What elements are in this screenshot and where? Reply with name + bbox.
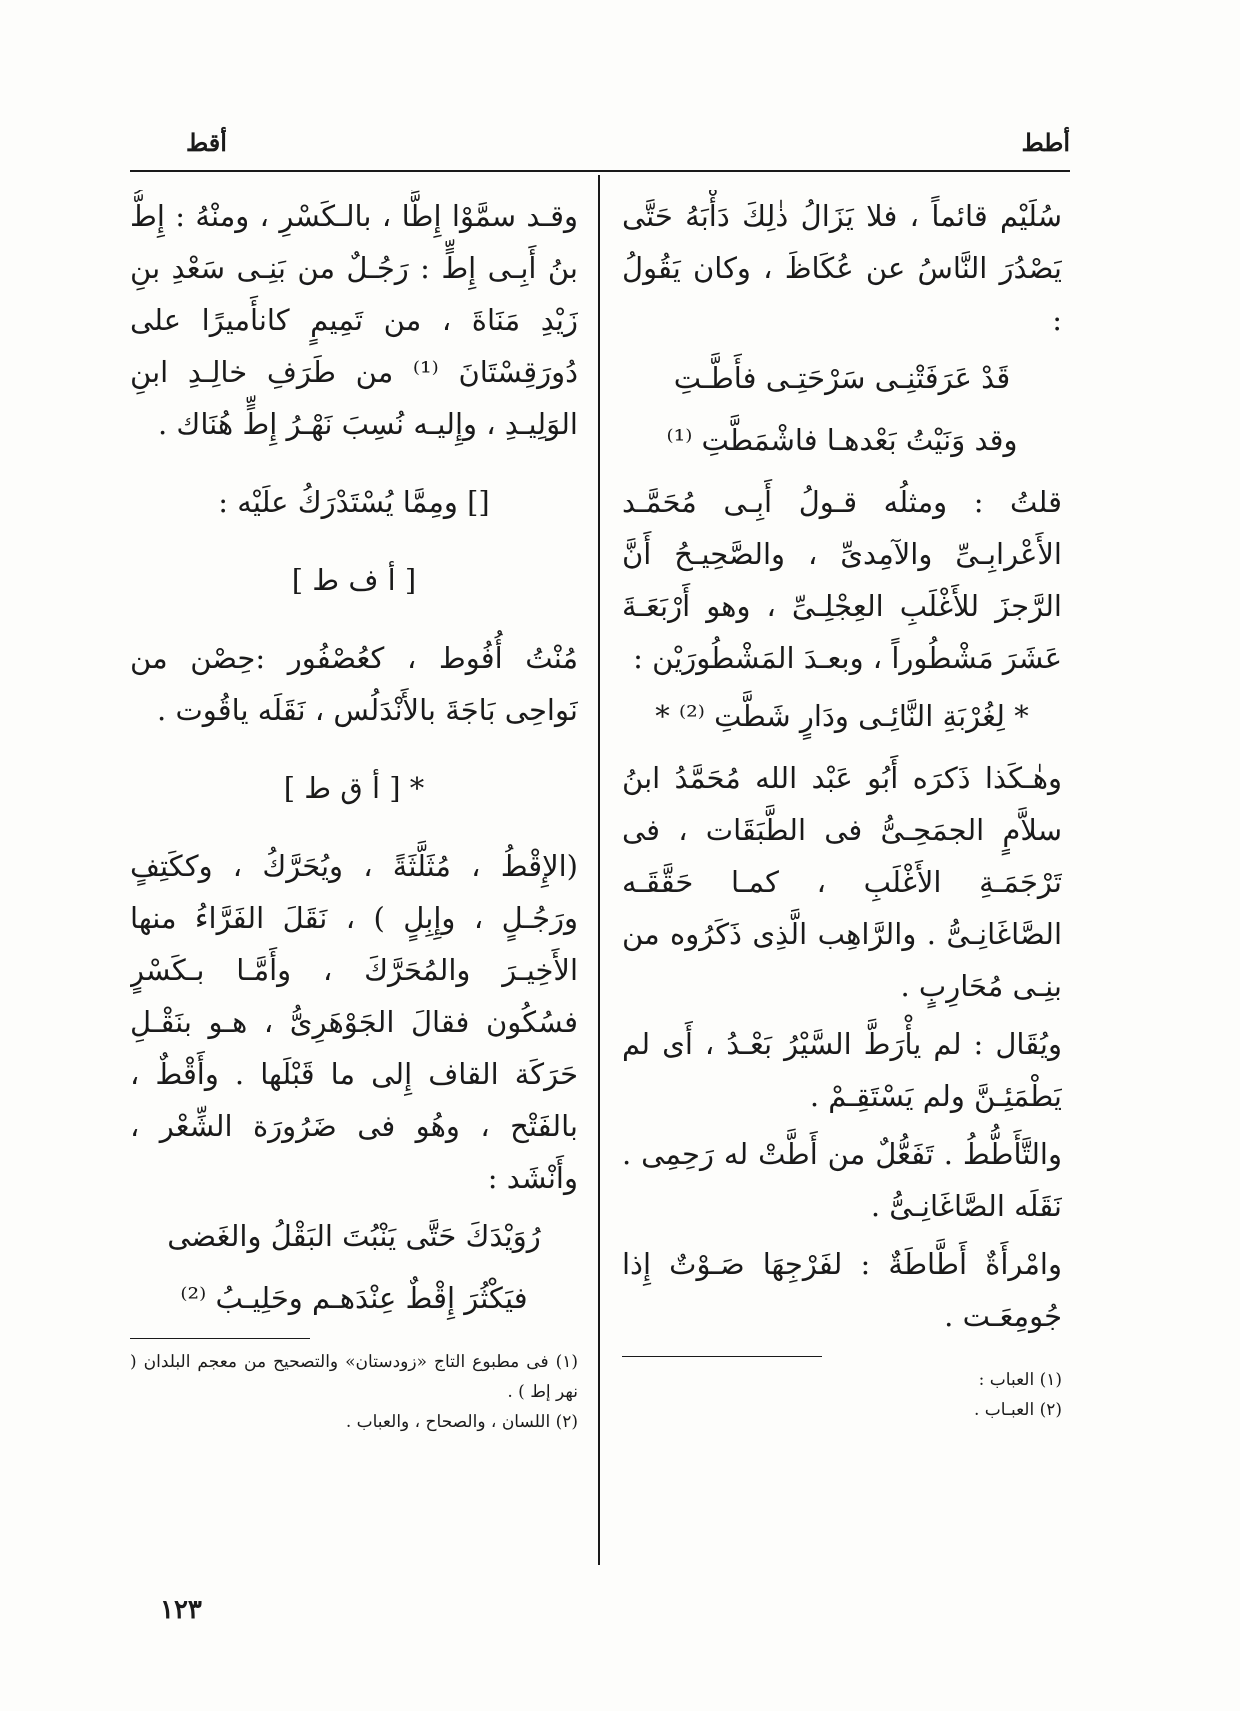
footnote-rule (622, 1356, 822, 1357)
right-column (622, 190, 1062, 1530)
footnote: (٢) العبـاب . (973, 1400, 1062, 1420)
column-divider (598, 175, 600, 1565)
verse-line: رُوَيْدَكَ حَتَّى يَنْبُتَ البَقْلُ والغَضى (167, 1219, 541, 1253)
left-column (130, 190, 578, 1530)
entry-heading: * [ أ ق ط ] (283, 771, 425, 805)
paragraph: وامْرأَةٌ أَطَّاطَةٌ : لفَرْجِهَا صَـوْتٌ إِذا جُومِعَـت . (622, 1247, 1062, 1333)
page-header (130, 118, 1070, 168)
verse-line: قَدْ عَرَفَتْنِـى سَرْحَتِـى فأَطَّـتِ (673, 361, 1011, 395)
paragraph: مُنْتُ أُفُوط ، كعُصْفُور :حِصْن من نَواحِى بَاجَةَ بالأَنْدَلُس ، نَقَلَه ياقُوت . (130, 641, 578, 727)
paragraph: وقـد سمَّوْا إِطًّا ، بالـكَسْرِ ، ومنْهُ : إِطُّ بنُ أَبِـى إِطٍّ : رَجُـلٌ من بَنِـى سَعْدِ بنِ زَيْدِ مَنَاةَ ، من تَمِيمٍ كانأَميرًا على دُورَقِسْتَانَ ⁽¹⁾ من طَرَفِ خالِـدِ ابنِ الوَلِيـدِ ، وإِليـه نُسِبَ نَهْـرُ إِطٍّ هُنَاك . (130, 199, 578, 441)
header-entry-right: أطط (1021, 128, 1070, 157)
verse-line: * لِغُرْبَةِ النَّائِـى ودَارٍ شَطَّتِ ⁽²⁾ * (655, 699, 1029, 733)
paragraph: وهٰـكَذا ذَكرَه أَبُو عَبْد الله مُحَمَّدُ ابنُ سلاَّمٍ الجمَحِـىُّ فى الطَّبَقَات ، فى تَرْجَمَـةِ الأَغْلَبِ ، كمـا حَقَّقَـه الصَّاغَانِـىُّ . والرَّاهِب الَّذِى ذَكَرُوه من بنِـى مُحَارِبٍ . (622, 761, 1062, 1003)
paragraph: (الإِقْطُ ، مُثَلَّثَةً ، ويُحَرَّكُ ، وككَتِفٍ ورَجُـلٍ ، وإِبِلٍ ) ، نَقَلَ الفَرَّاءُ منها الأَخِيـرَ والمُحَرَّكَ ، وأَمَّـا بـكَسْرٍ فسُكُون فقالَ الجَوْهَرِىُّ ، هـو بنَقْـلِ حَرَكَة القاف إِلى ما قَبْلَها . وأَقْطٌ ، بالفَتْح ، وهُو فى ضَرُورَة الشِّعْر ، وأَنْشَد : (130, 849, 578, 1195)
section-intro: [] ومِمَّا يُسْتَدْرَكُ علَيْه : (218, 485, 490, 519)
footnote-rule (130, 1338, 310, 1339)
paragraph: ويُقَال : لم يأْرَطَّ السَّيْرُ بَعْـدُ ، أَى لم يَطْمَئِـنَّ ولم يَسْتَقِـمْ . (622, 1027, 1062, 1113)
header-rule (130, 170, 1070, 172)
footnote: (١) العباب : (978, 1370, 1062, 1390)
page-number: ١٢٣ (160, 1595, 202, 1625)
footnote: (٢) اللسان ، والصحاح ، والعباب . (345, 1412, 578, 1432)
entry-heading: [ أ ف ط ] (291, 563, 417, 597)
paragraph: قلتُ : ومثلُه قـولُ أَبِـى مُحَمَّـد الأَعْرابِـىِّ والآمِدىِّ ، والصَّحِيـحُ أَنَّ الرَّجزَ للأَغْلَبِ العِجْلِـىِّ ، وهو أَرْبَعَـةَ عَشَرَ مَشْطُوراً ، وبعـدَ المَشْطُورَيْن : (622, 485, 1062, 675)
paragraph: سُلَيْم قائماً ، فلا يَزَالُ ذٰلِكَ دَأْبَهُ حَتَّى يَصْدُرَ النَّاسُ عن عُكَاظَ ، وكان يَقُولُ : (622, 199, 1062, 337)
paragraph: والتَّأَطُّطُ . تَفَعُّلٌ من أَطَّتْ له رَحِمِى . نَقَلَه الصَّاغَانِـىُّ . (622, 1137, 1062, 1223)
verse-line: وقد وَنَيْتُ بَعْدهـا فاشْمَطَّتِ ⁽¹⁾ (666, 423, 1018, 457)
footnotes (622, 1365, 1062, 1425)
verse-line: فيَكْثُرَ إِقْطٌ عِنْدَهـم وحَلِيـبُ ⁽²⁾ (180, 1281, 528, 1315)
footnote: (١) فى مطبوع التاج «زودستان» والتصحيح من معجم البلدان ( نهر إط ) . (130, 1352, 578, 1402)
footnotes (130, 1347, 578, 1437)
header-entry-left: أقط (186, 128, 227, 157)
